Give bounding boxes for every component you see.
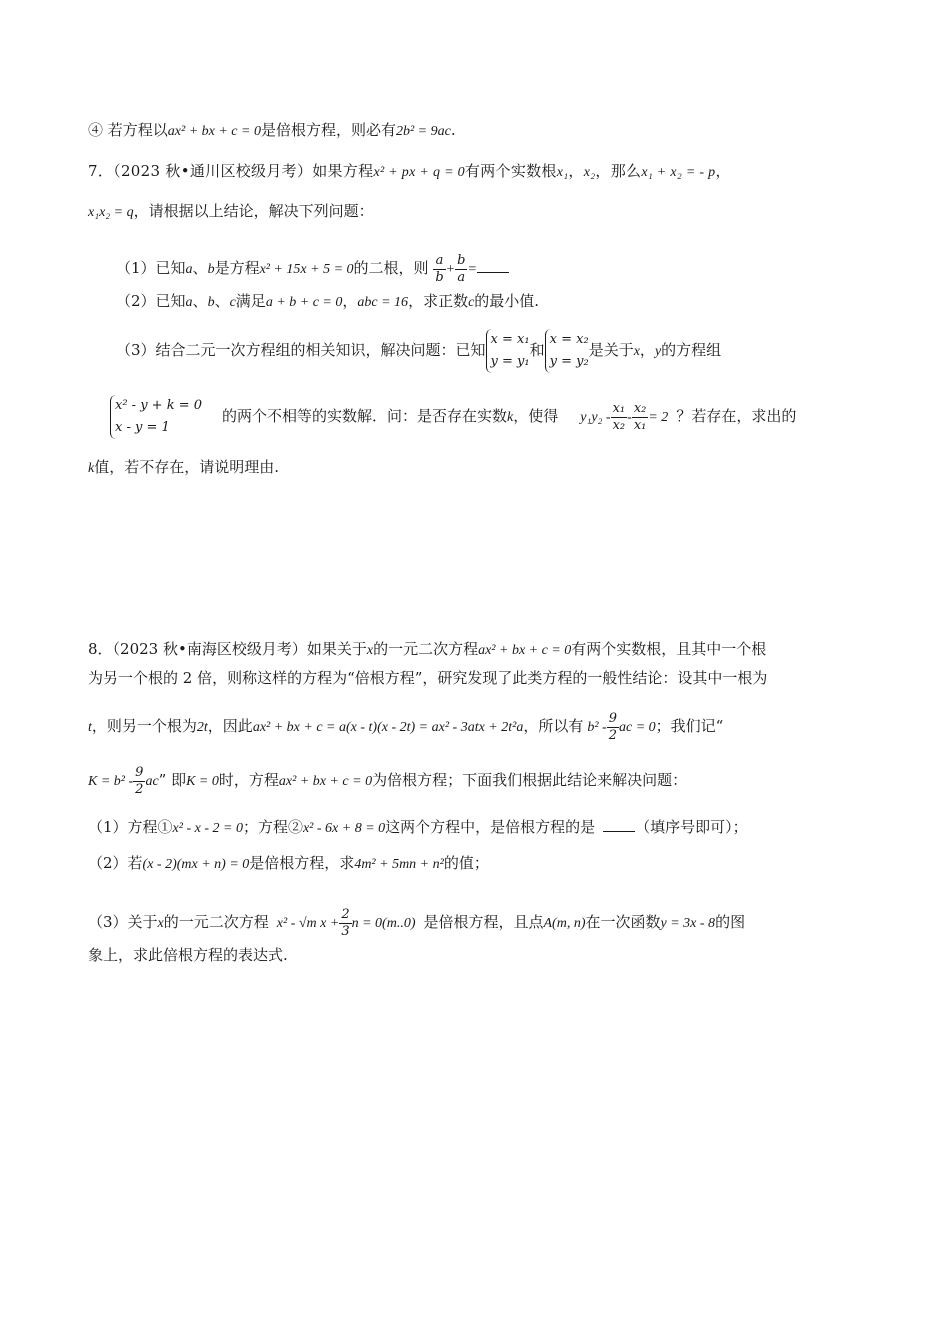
fraction-numerator: a <box>433 253 445 270</box>
fraction-denominator: 2 <box>608 727 617 743</box>
problem-8-q1 <box>88 815 862 840</box>
fraction-denominator: 2 <box>135 781 144 797</box>
problem-8-line3 <box>88 702 862 752</box>
var-x: x <box>366 643 374 658</box>
system-3 <box>110 395 202 439</box>
linear-function: y = 3x - 8 <box>660 916 716 931</box>
separator: ， <box>715 162 731 180</box>
fraction-numerator: 9 <box>608 710 617 726</box>
q3-line2: 象上，求此倍根方程的表达式. <box>88 946 288 964</box>
q3-text: 是关于 <box>588 341 634 359</box>
q3-text: 的一元二次方程 <box>163 913 269 931</box>
q3-text2: 是倍根方程，且点 <box>423 913 544 931</box>
fraction-x2-over-x1 <box>632 401 649 434</box>
q1-text: 这两个方程中，是倍根方程的是 <box>385 818 596 836</box>
q2-condition-2: abc = 16 <box>357 295 409 310</box>
problem-8-stem-a: 如果关于 <box>306 640 367 658</box>
intro-text-b: 是倍根方程，则必有 <box>260 121 396 139</box>
q2-text: 满足 <box>235 292 266 310</box>
q3-equation-part: x² - √m x + <box>276 916 340 931</box>
var-b: b <box>207 262 215 277</box>
q2-label: （2）已知 <box>116 292 186 310</box>
problem-7-stem-line2 <box>88 200 862 224</box>
problem-7-equation: x² + px + q = 0 <box>373 165 465 180</box>
var-a: a <box>185 295 193 310</box>
fraction-denominator: x₂ <box>612 417 626 433</box>
q3-label: （3）结合二元一次方程组的相关知识，解决问题：已知 <box>116 341 486 359</box>
var-k: k <box>507 410 514 425</box>
q2-label: （2）若 <box>88 854 143 872</box>
expansion-equation: ax² + bx + c = a(x - t)(x - 2t) = ax² - 3atx + 2t²a <box>252 720 524 735</box>
problem-8-line3-c: ，所以有 <box>523 717 584 735</box>
plus-sign: + <box>445 262 456 277</box>
problem-8-q3 <box>88 896 862 950</box>
problem-7-stem-c: ，那么 <box>595 162 642 180</box>
intro-item-4 <box>88 119 862 143</box>
q2-text: 是倍根方程，求 <box>249 854 355 872</box>
var-k: k <box>88 461 95 476</box>
fraction-denominator: 3 <box>341 923 350 939</box>
fraction-denominator: x₁ <box>633 417 647 433</box>
intro-text-c: . <box>450 121 456 139</box>
problem-8-line4 <box>88 756 862 806</box>
var-x: x <box>157 916 164 931</box>
vieta-product: x₁x₂ = q <box>88 205 134 220</box>
and-text: 和 <box>529 341 545 359</box>
problem-8-line3-d: ；我们记“ <box>655 717 724 735</box>
separator: 、 <box>214 292 230 310</box>
K-definition: K = b² - <box>88 774 134 789</box>
fraction-b-over-a <box>455 253 467 286</box>
problem-7-number: 7． <box>88 162 114 180</box>
problem-7-q2 <box>116 290 862 314</box>
system-1 <box>486 329 530 373</box>
fraction-denominator: b <box>435 269 444 285</box>
var-a: a <box>185 262 193 277</box>
fraction-numerator: b <box>457 252 466 268</box>
q3-text2: 的方程组 <box>661 341 722 359</box>
fraction-x1-over-x2 <box>611 401 628 434</box>
problem-8-line2-text: 为另一个根的 2 倍，则称这样的方程为“倍根方程”，研究发现了此类方程的一般性结论：设其中一根为 <box>88 669 768 687</box>
q1-label: （1）已知 <box>116 259 186 277</box>
q3-text4: ，使得 <box>513 407 559 425</box>
q3-text3: 的两个不相等的实数解．问：是否存在实数 <box>222 407 508 425</box>
fraction-numerator: 9 <box>135 764 144 780</box>
problem-7-q3 <box>116 326 862 376</box>
condition-part: b² - <box>587 720 607 735</box>
fraction-numerator: x₂ <box>633 400 647 416</box>
var-c: c <box>229 295 236 310</box>
separator: ， <box>639 341 655 359</box>
system-line: x = x₁ <box>490 332 530 347</box>
q1-tail: （填序号即可）； <box>635 818 748 836</box>
problem-7-stem-a: 如果方程 <box>312 162 374 180</box>
point-A: A(m, n) <box>543 916 586 931</box>
problem-7-stem <box>88 160 862 184</box>
problem-8-q2 <box>88 852 862 876</box>
problem-7-q3-line2 <box>110 392 862 442</box>
problem-8-stem-c: 有两个实数根，且其中一个根 <box>571 640 767 658</box>
problem-8-line4-b: 时，方程 <box>218 771 279 789</box>
problem-8-equation-2: ax² + bx + c = 0 <box>278 774 373 789</box>
var-c: c <box>468 295 475 310</box>
problem-7-source: （2023 秋•通川区校级月考） <box>113 162 313 180</box>
problem-8-equation: ax² + bx + c = 0 <box>478 643 572 658</box>
problem-7-stem-d: ，请根据以上结论，解决下列问题： <box>133 202 374 220</box>
problem-8-source: （2023 秋•南海区校级月考） <box>112 640 307 658</box>
problem-8-line3-a: ，则另一个根为 <box>91 717 197 735</box>
system-line: x = x₂ <box>549 332 589 347</box>
problem-8-line3-b: ，因此 <box>207 717 253 735</box>
fraction-9-over-2 <box>133 765 145 798</box>
intro-conclusion: 2b² = 9ac <box>395 124 451 139</box>
q3-text3: 在一次函数 <box>585 913 661 931</box>
separator: 、 <box>192 292 208 310</box>
problem-8-stem-b: 的一元二次方程 <box>373 640 479 658</box>
intro-equation: ax² + bx + c = 0 <box>167 124 261 139</box>
condition-part: ac = 0 <box>619 720 656 735</box>
minus-sign: - <box>627 410 632 425</box>
var-t: t <box>88 720 92 735</box>
separator: ， <box>342 292 358 310</box>
equation-1: x² - x - 2 = 0 <box>172 821 243 836</box>
equals-sign: = <box>467 262 477 277</box>
problem-7-q3-line3 <box>88 456 862 480</box>
q2-text2: ，求正数 <box>408 292 469 310</box>
system-line: y = y₂ <box>549 354 589 369</box>
answer-blank[interactable] <box>603 815 635 832</box>
var-b: b <box>207 295 215 310</box>
q2-equation: (x - 2)(mx + n) = 0 <box>142 857 250 872</box>
fraction-2-over-3 <box>339 907 351 940</box>
K-definition: ac <box>145 774 159 789</box>
answer-blank[interactable] <box>477 256 509 273</box>
fraction-numerator: x₁ <box>612 400 626 416</box>
problem-8-line4-c: 为倍根方程；下面我们根据此结论来解决问题： <box>372 771 688 789</box>
fraction-denominator: a <box>457 269 466 285</box>
var-2t: 2t <box>196 720 208 735</box>
q3-label: （3）关于 <box>88 913 158 931</box>
root-2: x₂ <box>583 165 596 180</box>
q3-text5: ？若存在，求出的 <box>676 407 797 425</box>
q3-text4: 的图 <box>715 913 746 931</box>
q2-expression: 4m² + 5mn + n² <box>354 857 444 872</box>
system-line: x² - y + k = 0 <box>115 398 203 413</box>
K-zero: K = 0 <box>186 774 219 789</box>
problem-7-stem-b: 有两个实数根 <box>464 162 557 180</box>
fraction-9-over-2 <box>607 711 619 744</box>
q1-mid: ；方程② <box>242 818 303 836</box>
system-2 <box>545 329 589 373</box>
system-line: y = y₁ <box>490 354 530 369</box>
q2-text2: 的值； <box>443 854 489 872</box>
q1-label: （1）方程① <box>88 818 173 836</box>
q1-equation: x² + 15x + 5 = 0 <box>259 262 354 277</box>
system-line: x - y = 1 <box>115 420 170 435</box>
intro-text-a: ④ 若方程以 <box>88 121 168 139</box>
problem-8-number: 8． <box>88 640 113 658</box>
problem-8-line4-a: ” 即 <box>158 771 187 789</box>
q1-text2: 的二根，则 <box>353 259 429 277</box>
problem-8-line2 <box>88 667 862 689</box>
q1-text: 是方程 <box>214 259 260 277</box>
separator: 、 <box>192 259 208 277</box>
expression-part: y₁y₂ - <box>580 410 611 425</box>
fraction-a-over-b <box>433 253 445 286</box>
q2-condition-1: a + b + c = 0 <box>265 295 343 310</box>
root-1: x₁ <box>556 165 569 180</box>
vieta-sum: x₁ + x₂ = - p <box>641 165 716 180</box>
problem-7-q1 <box>116 248 862 290</box>
var-y: y <box>654 344 662 359</box>
fraction-numerator: 2 <box>341 906 350 922</box>
q3-text6: 值，若不存在，请说明理由. <box>94 458 279 476</box>
equation-2: x² - 6x + 8 = 0 <box>302 821 386 836</box>
expression-part: = 2 <box>648 410 669 425</box>
q3-equation-part: n = 0(m..0) <box>351 916 416 931</box>
q2-text3: 的最小值. <box>474 292 540 310</box>
problem-8-q3-line2 <box>88 944 862 966</box>
separator: ， <box>568 162 584 180</box>
problem-8-stem <box>88 638 862 662</box>
var-x: x <box>633 344 640 359</box>
